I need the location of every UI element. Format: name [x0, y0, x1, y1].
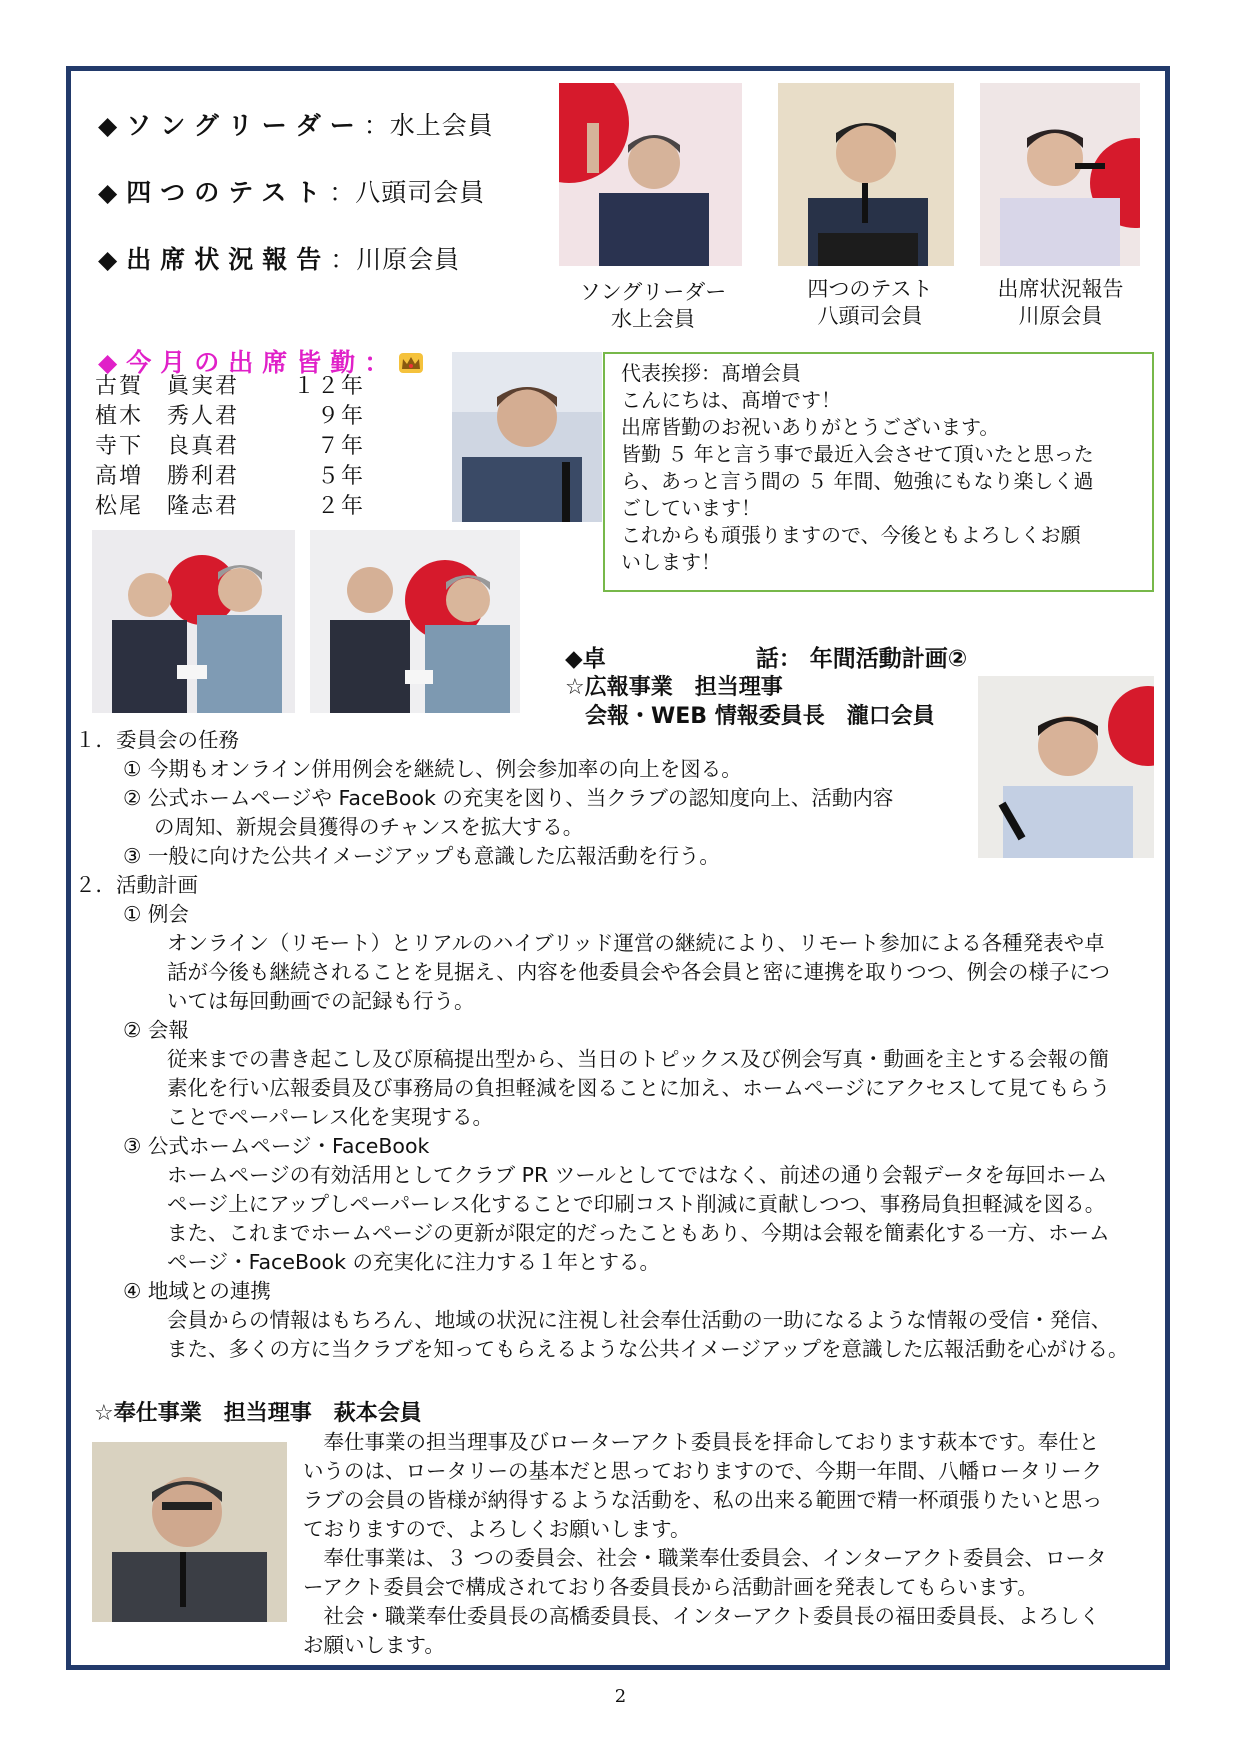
list-item: 植木 秀人君 ９年: [95, 404, 365, 429]
sub-heading: ③ 公式ホームページ・FaceBook: [123, 1134, 430, 1158]
service-body: 奉仕事業の担当理事及びローターアクト委員長を拝命しております萩本です。奉仕と いうのは、ロータリーの基本だと思っておりますので、今期一年間、八幡ロータリーク ラブの会員の皆様が納得するような活動を、私の出来る範囲で精一杯頑張りたいと思っ ておりますので、よろしくお願いします。 奉仕事業は、３ つの委員会、社会・職業奉仕委員会、インターアクト委員会、ロータ ーアクト委員会で構成されており各委員長から活動計画を発表してもらいます。 社会・職業奉仕委員長の高橋委員長、インターアクト委員長の福田委員長、よろしく お願いします。: [303, 1430, 1107, 1657]
list-item: 寺下 良真君 ７年: [95, 434, 365, 459]
crown-icon: [398, 351, 424, 373]
pr-director-line: ☆広報事業 担当理事: [565, 675, 783, 700]
caption-song-leader: ソングリーダー 水上会員: [579, 280, 727, 331]
photo-four-way-test: [778, 83, 954, 266]
paragraph-line: ホームページの有効活用としてクラブ PR ツールとしてではなく、前述の通り会報データを毎回ホーム: [167, 1163, 1108, 1187]
paragraph-line: オンライン（リモート）とリアルのハイブリッド運営の継続により、リモート参加による各種発表や卓: [167, 931, 1105, 955]
role-attendance-report: ◆出席状況報告：川原会員: [98, 245, 461, 274]
section-heading: ２．活動計画: [75, 873, 198, 897]
sub-heading: ② 会報: [123, 1018, 189, 1042]
paragraph-line: ページ上にアップしペーパーレス化することで印刷コスト削減に貢献しつつ、事務局負担軽減を図る。: [167, 1192, 1106, 1216]
list-item: ② 公式ホームページや FaceBook の充実を図り、当クラブの認知度向上、活動内容: [123, 786, 894, 810]
service-title: ☆奉仕事業 担当理事 萩本会員: [94, 1401, 422, 1426]
paragraph-line: 従来までの書き起こし及び原稿提出型から、当日のトピックス及び例会写真・動画を主とする会報の簡: [167, 1047, 1109, 1071]
pr-plan: [75, 726, 1165, 1364]
photo-song-leader: [559, 83, 742, 266]
section-heading: １．委員会の任務: [75, 728, 239, 752]
photo-attendance-report: [980, 83, 1140, 266]
caption-four-way-test: 四つのテスト 八頭司会員: [807, 277, 933, 328]
photo-service-speaker: [92, 1442, 287, 1622]
list-item: ③ 一般に向けた公共イメージアップも意識した広報活動を行う。: [123, 844, 720, 868]
perfect-attendance-list: [95, 372, 365, 522]
page-number: 2: [614, 1686, 627, 1707]
list-item: 高増 勝利君 ５年: [95, 464, 365, 489]
role-four-way-test: ◆四つのテスト：八頭司会員: [98, 178, 486, 207]
photo-award-2: [310, 530, 520, 713]
sub-heading: ④ 地域との連携: [123, 1279, 271, 1303]
paragraph-line: また、これまでホームページの更新が限定的だったこともあり、今期は会報を簡素化する一方、ホーム: [167, 1221, 1110, 1245]
paragraph-line: 話が今後も継続されることを見据え、内容を他委員会や各会員と密に連携を取りつつ、例会の様子につ: [167, 960, 1110, 984]
paragraph-line: ページ・FaceBook の充実化に注力する１年とする。: [167, 1250, 660, 1274]
paragraph-line: 素化を行い広報委員及び事務局の負担軽減を図ることに加え、ホームページにアクセスして見てもらう: [167, 1076, 1111, 1100]
photo-award-1: [92, 530, 295, 713]
photo-greeting-speaker: [452, 352, 602, 522]
list-item: ① 今期もオンライン併用例会を継続し、例会参加率の向上を図る。: [123, 757, 742, 781]
role-song-leader: ◆ソングリーダー：水上会員: [98, 111, 494, 140]
list-item: の周知、新規会員獲得のチャンスを拡大する。: [154, 815, 584, 839]
sub-heading: ① 例会: [123, 902, 189, 926]
paragraph-line: いては毎回動画での記録も行う。: [167, 989, 475, 1013]
pr-chair-line: 会報・WEB 情報委員長 瀧口会員: [585, 704, 935, 729]
caption-attendance-report: 出席状況報告 川原会員: [997, 277, 1124, 328]
talk-title: ◆卓 話： 年間活動計画②: [565, 646, 968, 672]
paragraph-line: ことでペーパーレス化を実現する。: [167, 1105, 493, 1129]
list-item: 古賀 眞実君 １２年: [95, 374, 365, 399]
perfect-attendance-title: ◆今月の出席皆勤：: [98, 343, 424, 379]
paragraph-line: また、多くの方に当クラブを知ってもらえるような公共イメージアップを意識した広報活動を心がける。: [167, 1337, 1129, 1361]
list-item: 松尾 隆志君 ２年: [95, 494, 365, 519]
paragraph-line: 会員からの情報はもちろん、地域の状況に注視し社会奉仕活動の一助になるような情報の受信・発信、: [167, 1308, 1112, 1332]
greeting-box: 代表挨拶：髙増会員 こんにちは、髙増です！ 出席皆勤のお祝いありがとうございます。 皆勤 ５ 年と言う事で最近入会させて頂いたと思った ら、あっと言う間の ５ 年間、勉強にもなり楽しく過 ごしています！ これからも頑張りますので、今後ともよろしくお願 いします！: [603, 352, 1154, 592]
